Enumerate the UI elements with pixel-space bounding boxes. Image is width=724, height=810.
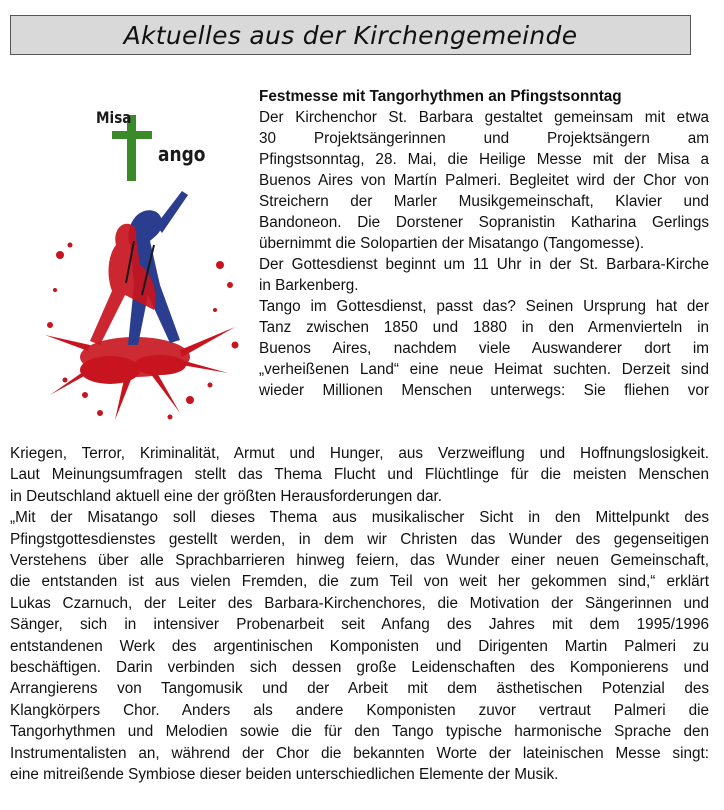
article-paragraph-full: [10, 443, 709, 786]
text-line: Tanz zwischen 1850 und 1880 in den Armenvierteln in: [259, 319, 709, 336]
article-fullwidth: [10, 443, 709, 786]
cross-horizontal: [112, 131, 152, 139]
section-header-box: [10, 15, 691, 55]
dancers-icon: [90, 191, 188, 345]
text-line: 30 Projektsängerinnen und Projektsängern am: [259, 130, 709, 147]
text-line: Buenos Aires, nachdem viele Auswanderer dort im: [259, 340, 709, 357]
text-line: in Barkenberg.: [259, 277, 359, 294]
article-paragraph-col: [259, 107, 709, 401]
text-line: Arrangierens von Tangomusik und der Arbeit mit dem ästhetischen Potenzial des: [10, 680, 709, 698]
text-line: eine mitreißende Symbiose dieser beiden unterschiedlichen Elemente der Musik.: [10, 766, 559, 784]
logo-word-misa: Misa: [96, 108, 132, 127]
text-line: Der Gottesdienst beginnt um 11 Uhr in der St. Barbara-Kirche: [259, 256, 709, 273]
text-line: Tango im Gottesdienst, passt das? Seinen Ursprung hat der: [259, 298, 709, 315]
text-line: in Deutschland aktuell eine der größten Herausforderungen dar.: [10, 487, 442, 505]
article-headline: Festmesse mit Tangorhythmen an Pfingstsonntag: [259, 88, 622, 105]
text-line: Lukas Czarnuch, der Leiter des Barbara-Kirchenchores, die Motivation der Sängerinnen und: [10, 594, 709, 612]
text-line: Pfingstgottesdienstes gestellt werden, in dem wir Christen das Wunder des gegenseitigen: [10, 530, 709, 548]
text-line: Der Kirchenchor St. Barbara gestaltet gemeinsam mit etwa: [259, 109, 709, 126]
section-title: Aktuelles aus der Kirchengemeinde: [123, 20, 578, 50]
text-line: „Mit der Misatango soll dieses Thema aus musikalischer Sicht in den Mittelpunkt des: [10, 509, 709, 527]
text-line: Streichern der Marler Musikgemeinschaft, Klavier und: [259, 193, 709, 210]
text-line: Kriegen, Terror, Kriminalität, Armut und Hunger, aus Verzweiflung und Hoffnungslosigkeit.: [10, 445, 709, 462]
misa-tango-illustration: [30, 95, 250, 425]
text-line: Instrumentalisten an, während der Chor die bekannten Worte der lateinischen Messe singt:: [10, 744, 709, 762]
text-line: die entstanden ist aus vielen Fremden, die zum Teil von weit her gekommen sind,“ erklärt: [10, 573, 709, 591]
text-line: Tangorhythmen und Melodien sowie die für den Tango typische harmonische Sprache den: [10, 723, 709, 741]
text-line: entstandenen Werk des argentinischen Komponisten und Dirigenten Martin Palmeri zu: [10, 637, 709, 655]
logo-word-tango: ango: [158, 142, 206, 166]
text-line: Bandoneon. Die Dorstener Sopranistin Katharina Gerlings: [259, 214, 709, 231]
text-line: Klangkörpers Chor. Anders als andere Komponisten zuvor vertraut Palmeri die: [10, 701, 709, 719]
text-line: „verheißenen Land“ eine neue Heimat suchten. Derzeit sind: [259, 361, 709, 378]
text-line: Pfingstsonntag, 28. Mai, die Heilige Messe mit der Misa a: [259, 151, 709, 168]
article-column: [259, 86, 709, 401]
text-line: Buenos Aires von Martín Palmeri. Begleitet wird der Chor von: [259, 172, 709, 189]
text-line: Verstehens über alle Sprachbarrieren hinweg feiern, das Wunder einer neuen Gemeinschaft,: [10, 552, 709, 570]
text-line: Laut Meinungsumfragen stellt das Thema Flucht und Flüchtlinge für die meisten Menschen: [10, 466, 709, 484]
text-line: wieder Millionen Menschen unterwegs: Sie fliehen vor: [259, 382, 709, 399]
text-line: Sänger, sich in intensiver Probenarbeit seit Anfang des Jahres mit dem 1995/1996: [10, 616, 709, 634]
text-line: beschäftigen. Darin verbinden sich dessen große Leidenschaften des Komponierens und: [10, 659, 709, 677]
text-line: übernimmt die Solopartien der Misatango (Tangomesse).: [259, 235, 645, 252]
